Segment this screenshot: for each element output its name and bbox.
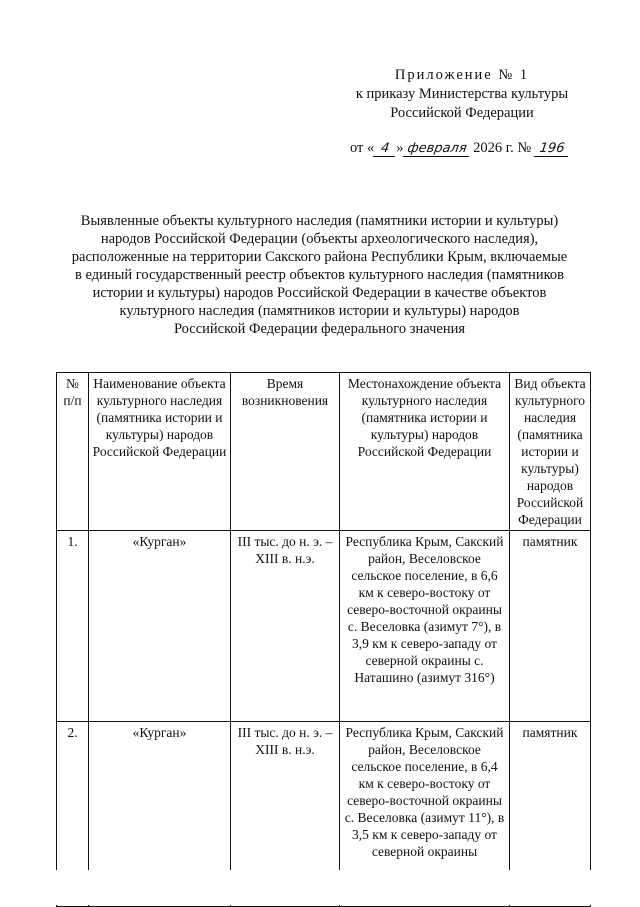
page-bottom-margin	[0, 870, 640, 905]
header-number: № п/п	[57, 373, 89, 531]
header-name: Наименование объекта культурного наследия (памятника истории и культуры) народов Российской Федерации	[89, 373, 231, 531]
order-day-close: »	[396, 140, 404, 156]
table-header-row	[57, 373, 591, 531]
row-time: III тыс. до н. э. – XIII в. н.э.	[231, 531, 340, 722]
table-row	[57, 531, 591, 722]
header-time: Время возникновения	[231, 373, 340, 531]
order-date-line	[350, 140, 590, 157]
row-name: «Курган»	[89, 722, 231, 907]
title-line: культурного наследия (памятников истории и культуры) народов	[119, 303, 520, 319]
document-title	[52, 212, 587, 338]
appendix-label: Приложение № 1	[394, 67, 530, 83]
title-line: Выявленные объекты культурного наследия (памятники истории и культуры)	[80, 213, 559, 229]
title-line: в единый государственный реестр объектов культурного наследия (памятников	[75, 267, 564, 283]
order-reference: к приказу Министерства культуры	[355, 86, 569, 102]
header-type: Вид объекта культурного наследия (памятника истории и культуры) народов Российской Федерации	[510, 373, 591, 531]
heritage-objects-table	[56, 372, 591, 907]
row-name: «Курган»	[89, 531, 231, 722]
row-time: III тыс. до н. э. – XIII в. н.э.	[231, 722, 340, 907]
order-day: 4	[373, 141, 397, 157]
title-line: Российской Федерации федерального значения	[173, 321, 466, 337]
order-prefix: от «	[350, 140, 375, 156]
title-line: истории и культуры) народов Российской Федерации в качестве объектов	[92, 285, 547, 301]
order-year: 2026 г. №	[473, 140, 532, 156]
row-number: 1.	[57, 531, 89, 722]
ministry-name: Российской Федерации	[390, 105, 534, 121]
row-type: памятник	[510, 722, 591, 907]
header-location: Местонахождение объекта культурного наследия (памятника истории и культуры) народов Российской Федерации	[340, 373, 510, 531]
row-number: 2.	[57, 722, 89, 907]
appendix-header	[338, 66, 586, 123]
row-location: Республика Крым, Сакский район, Веселовское сельское поселение, в 6,6 км к северо-востоку от северо-восточной окраины с. Веселовка (азимут 7°), в 3,9 км к северо-западу от северной окраины с. Наташино (азимут 316°)	[340, 531, 510, 722]
order-month: февраля	[402, 141, 470, 157]
order-number: 196	[534, 141, 570, 157]
row-location: Республика Крым, Сакский район, Веселовское сельское поселение, в 6,4 км к северо-востоку от северо-восточной окраины с. Веселовка (азимут 11°), в 3,5 км к северо-западу от северной окраины	[340, 722, 510, 907]
row-type: памятник	[510, 531, 591, 722]
title-line: народов Российской Федерации (объекты археологического наследия),	[100, 231, 539, 247]
title-line: расположенные на территории Сакского района Республики Крым, включаемые	[71, 249, 568, 265]
